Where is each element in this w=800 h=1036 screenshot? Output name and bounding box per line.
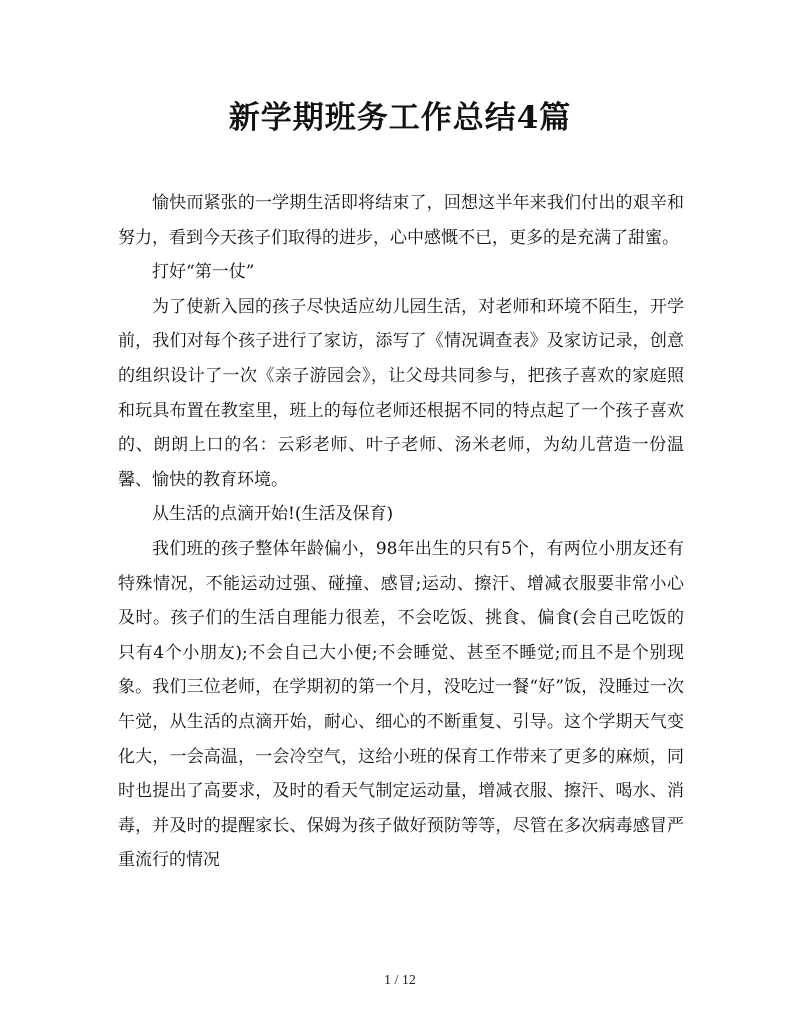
paragraph-daily-life: 我们班的孩子整体年龄偏小，98年出生的只有5个，有两位小朋友还有特殊情况，不能运动过强、碰撞、感冒;运动、擦汗、增减衣服要非常小心及时。孩子们的生活自理能力很差，不会吃饭、挑食、偏食(会自己吃饭的只有4个小朋友);不会自己大小便;不会睡觉、甚至不睡觉;而且不是个别现象。我们三位老师，在学期初的第一个月，没吃过一餐“好”饭，没睡过一次午觉，从生活的点滴开始，耐心、细心的不断重复、引导。这个学期天气变化大，一会高温，一会冷空气，这给小班的保育工作带来了更多的麻烦，同时也提出了高要求，及时的看天气制定运动量，增减衣服、擦汗、喝水、消毒，并及时的提醒家长、保姆为孩子做好预防等等，尽管在多次病毒感冒严重流行的情况	[118, 538, 684, 871]
page-number: 1 / 12	[384, 973, 416, 988]
document-body	[118, 186, 684, 878]
section-heading-first-battle: 打好“第一仗”	[152, 262, 255, 283]
paragraph-intro: 愉快而紧张的一学期生活即将结束了，回想这半年来我们付出的艰辛和努力，看到今天孩子们取得的进步，心中感慨不已，更多的是充满了甜蜜。	[118, 193, 684, 248]
paragraph-first-battle: 为了使新入园的孩子尽快适应幼儿园生活，对老师和环境不陌生，开学前，我们对每个孩子进行了家访，添写了《情况调查表》及家访记录，创意的组织设计了一次《亲子游园会》，让父母共同参与，把孩子喜欢的家庭照和玩具布置在教室里，班上的每位老师还根据不同的特点起了一个孩子喜欢的、朗朗上口的名：云彩老师、叶子老师、汤米老师，为幼儿营造一份温馨、愉快的教育环境。	[118, 296, 684, 490]
section-heading-daily-life: 从生活的点滴开始!(生活及保育)	[152, 504, 394, 525]
document-title: 新学期班务工作总结4篇	[228, 100, 572, 136]
